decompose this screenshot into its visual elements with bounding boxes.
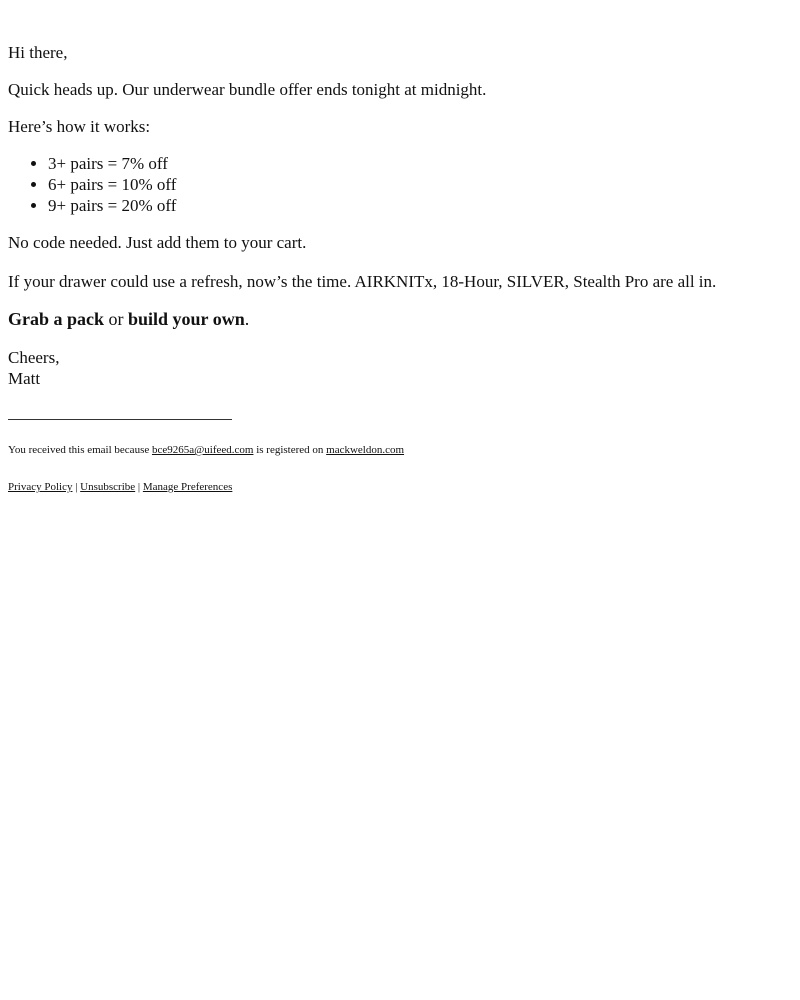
manage-preferences-link[interactable]: Manage Preferences	[142, 481, 233, 493]
divider	[8, 419, 232, 420]
greeting: Hi there,	[8, 43, 68, 62]
cheers: Cheers,	[8, 348, 60, 367]
unsubscribe-link[interactable]: Unsubscribe	[80, 481, 136, 493]
signoff	[8, 347, 59, 389]
or-text: or	[104, 309, 129, 329]
separator: |	[72, 481, 81, 493]
tier-item: • 3+ pairs = 7% off	[48, 153, 176, 174]
site-link[interactable]: mackweldon.com	[326, 444, 405, 456]
intro-text: Quick heads up. Our underwear bundle offer ends tonight at midnight.	[8, 80, 487, 99]
how-it-works-heading: Here’s how it works:	[8, 117, 151, 136]
discount-tier-list	[8, 153, 176, 216]
no-code-text: No code needed. Just add them to your cart.	[8, 233, 307, 252]
refresh-text: If your drawer could use a refresh, now’s the time. AIRKNITx, 18-Hour, SILVER, Stealth Pro are all in.	[8, 272, 717, 291]
tier-item: • 6+ pairs = 10% off	[48, 174, 176, 195]
footer-links	[8, 480, 232, 494]
tier-item: • 9+ pairs = 20% off	[48, 195, 176, 216]
separator: |	[135, 481, 143, 493]
email-link[interactable]: bce9265a@uifeed.com	[151, 444, 254, 456]
cta-line	[8, 309, 249, 330]
period: .	[244, 309, 250, 329]
grab-a-pack-link[interactable]: Grab a pack	[8, 309, 105, 329]
build-your-own-link[interactable]: build your own	[128, 309, 245, 329]
registered-text: is registered on	[253, 444, 327, 456]
received-text: You received this email because	[8, 444, 152, 456]
footer-notice	[8, 443, 404, 457]
privacy-policy-link[interactable]: Privacy Policy	[8, 481, 73, 493]
signature: Matt	[8, 369, 41, 388]
